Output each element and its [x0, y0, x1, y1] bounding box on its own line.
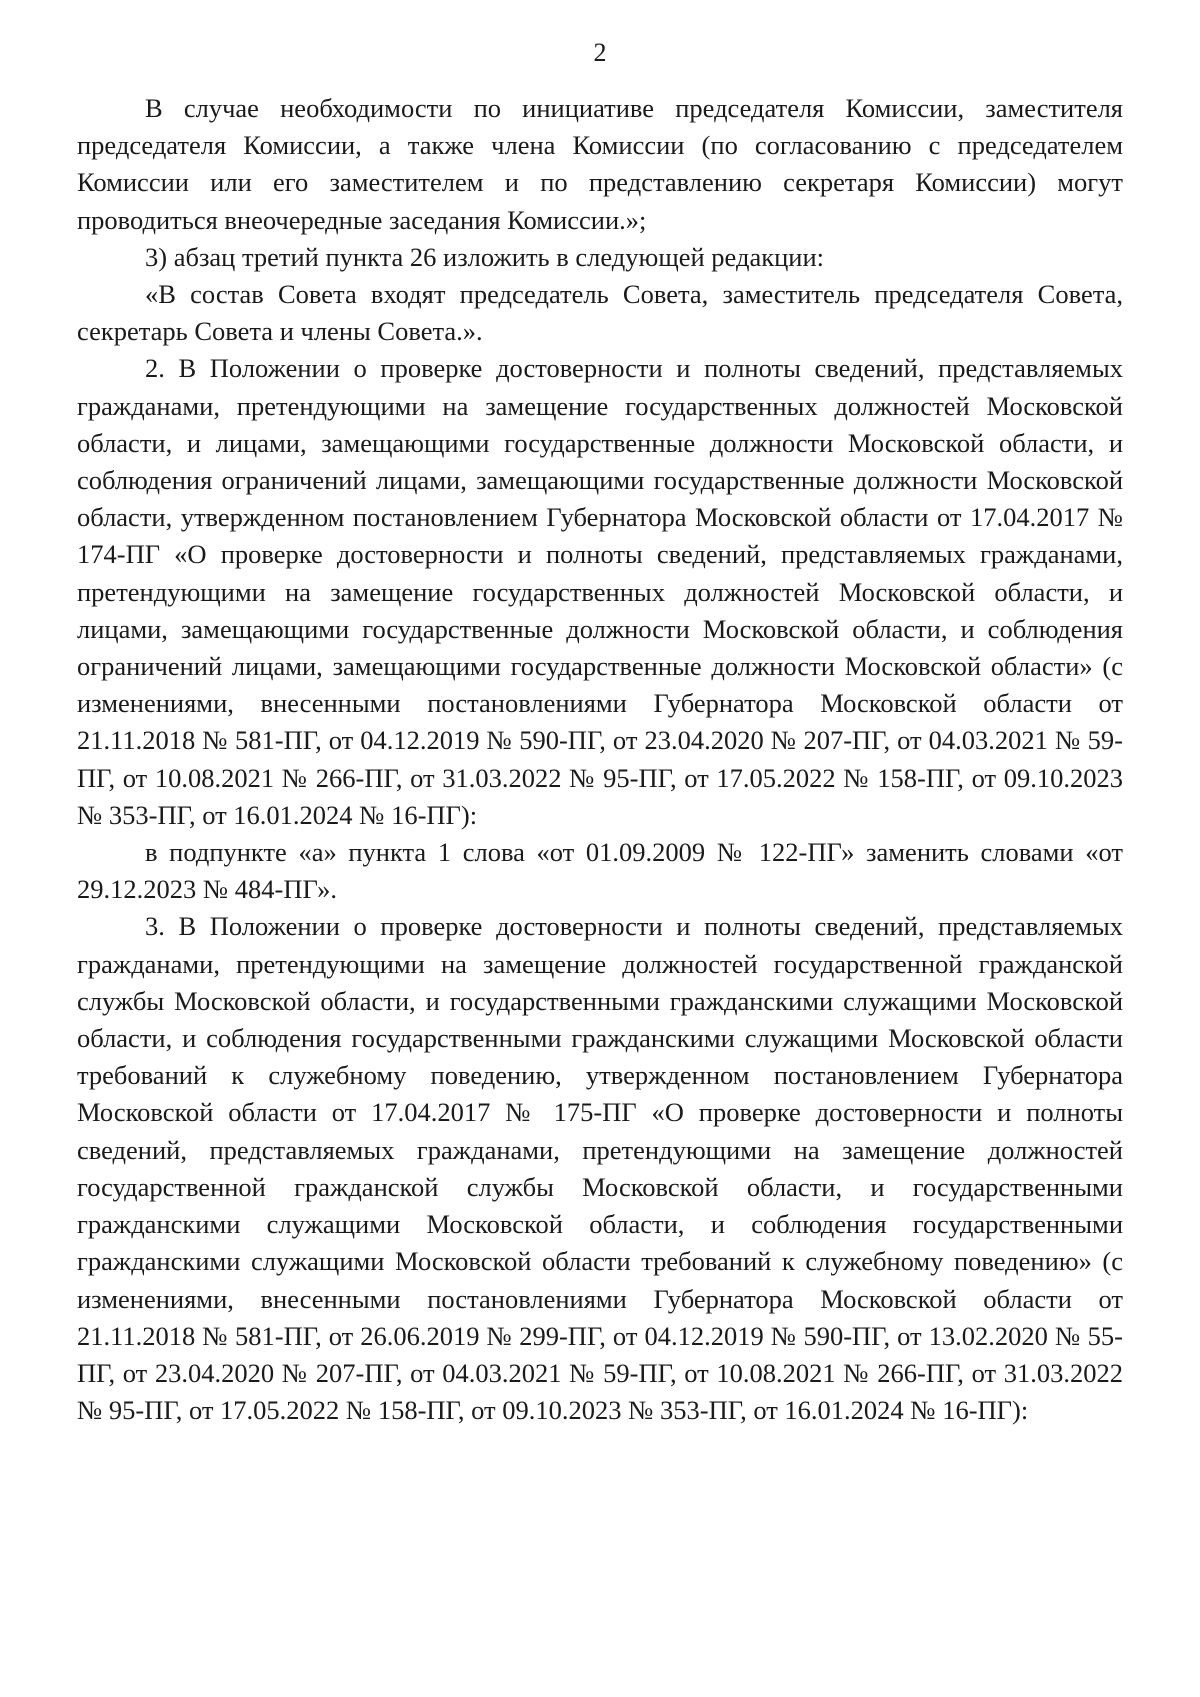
page-number: 2 — [593, 38, 607, 67]
paragraph-council-composition: «В состав Совета входят председатель Совета, заместитель председателя Совета, секретарь Совета и члены Совета.». — [77, 279, 1123, 347]
paragraph-extraordinary-meetings: В случае необходимости по инициативе председателя Комиссии, заместителя председателя Комиссии, а также члена Комиссии (по согласованию с председателем Комиссии или его заместителем и по представлению секретаря Комиссии) могут проводиться внеочередные заседания Комиссии.»; — [77, 93, 1123, 235]
paragraph-section-2: 2. В Положении о проверке достоверности и полноты сведений, представляемых гражданами, претендующими на замещение государственных должностей Московской области, и лицами, замещающими государственные должности Московской области, и соблюдения ограничений лицами, замещающими государственные должности Московской области, утвержденном постановлением Губернатора Московской области от 17.04.2017 № 174-ПГ «О проверке достоверности и полноты сведений, представляемых гражданами, претендующими на замещение государственных должностей Московской области, и лицами, замещающими государственные должности Московской области, и соблюдения ограничений лицами, замещающими государственные должности Московской области» (с изменениями, внесенными постановлениями Губернатора Московской области от 21.11.2018 № 581-ПГ, от 04.12.2019 № 590-ПГ, от 23.04.2020 № 207-ПГ, от 04.03.2021 № 59-ПГ, от 10.08.2021 № 266-ПГ, от 31.03.2022 № 95-ПГ, от 17.05.2022 № 158-ПГ, от 09.10.2023 № 353-ПГ, от 16.01.2024 № 16-ПГ): — [77, 353, 1123, 830]
paragraph-section-3: 3. В Положении о проверке достоверности и полноты сведений, представляемых гражданами, претендующими на замещение должностей государственной гражданской службы Московской области, и государственными гражданскими служащими Московской области, и соблюдения государственными гражданскими служащими Московской области требований к служебному поведению, утвержденном постановлением Губернатора Московской области от 17.04.2017 № 175-ПГ «О проверке достоверности и полноты сведений, представляемых гражданами, претендующими на замещение должностей государственной гражданской службы Московской области, и государственными гражданскими служащими Московской области, и соблюдения государственными гражданскими служащими Московской области требований к служебному поведению» (с изменениями, внесенными постановлениями Губернатора Московской области от 21.11.2018 № 581-ПГ, от 26.06.2019 № 299-ПГ, от 04.12.2019 № 590-ПГ, от 13.02.2020 № 55-ПГ, от 23.04.2020 № 207-ПГ, от 04.03.2021 № 59-ПГ, от 10.08.2021 № 266-ПГ, от 31.03.2022 № 95-ПГ, от 17.05.2022 № 158-ПГ, от 09.10.2023 № 353-ПГ, от 16.01.2024 № 16-ПГ): — [77, 911, 1123, 1426]
document-body — [77, 90, 1123, 1429]
paragraph-item-3-intro: 3) абзац третий пункта 26 изложить в следующей редакции: — [145, 241, 824, 272]
paragraph-section-2-amendment: в подпункте «а» пункта 1 слова «от 01.09.2009 № 122-ПГ» заменить словами «от 29.12.2023 № 484-ПГ». — [77, 837, 1123, 905]
